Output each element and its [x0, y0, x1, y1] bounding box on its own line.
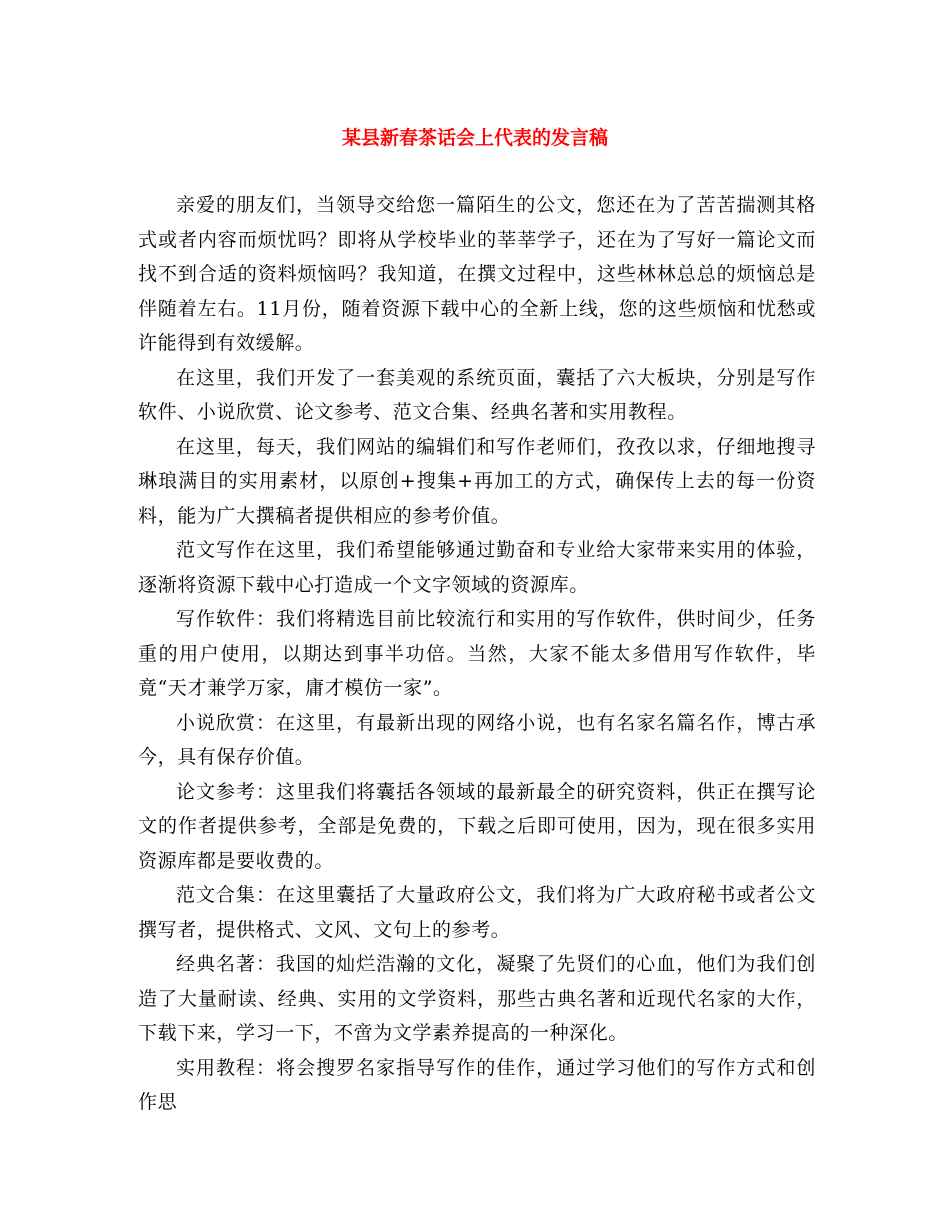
paragraph-papers: 论文参考：这里我们将囊括各领域的最新最全的研究资料，供正在撰写论文的作者提供参考，全部是免费的，下载之后即可使用，因为，现在很多实用资源库都是要收费的。	[138, 780, 816, 872]
paragraph-classics: 经典名著：我国的灿烂浩瀚的文化，凝聚了先贤们的心血，他们为我们创造了大量耐读、经典、实用的文学资料，那些古典名著和近现代名家的大作，下载下来，学习一下，不啻为文学素养提高的一种深化。	[138, 953, 816, 1044]
paragraph-sections: 在这里，我们开发了一套美观的系统页面，囊括了六大板块，分别是写作软件、小说欣赏、论文参考、范文合集、经典名著和实用教程。	[138, 366, 816, 423]
document-title: 某县新春茶话会上代表的发言稿	[341, 127, 608, 149]
paragraph-samples: 范文合集：在这里囊括了大量政府公文，我们将为广大政府秘书或者公文撰写者，提供格式、文风、文句上的参考。	[138, 884, 816, 941]
paragraph-writing-software: 写作软件：我们将精选目前比较流行和实用的写作软件，供时间少，任务重的用户使用，以期达到事半功倍。当然，大家不能太多借用写作软件，毕竟“天才兼学万家，庸才模仿一家”。	[138, 608, 816, 699]
document-body	[138, 188, 816, 1120]
paragraph-novels: 小说欣赏：在这里，有最新出现的网络小说，也有名家名篇名作，博古承今，具有保存价值。	[138, 711, 816, 768]
paragraph-tutorials: 实用教程：将会搜罗名家指导写作的佳作，通过学习他们的写作方式和创作思	[138, 1056, 816, 1113]
paragraph-intro: 亲爱的朋友们，当领导交给您一篇陌生的公文，您还在为了苦苦揣测其格式或者内容而烦忧吗？即将从学校毕业的莘莘学子，还在为了写好一篇论文而找不到合适的资料烦恼吗？我知道，在撰文过程中，这些林林总总的烦恼总是伴随着左右。11月份，随着资源下载中心的全新上线，您的这些烦恼和忧愁或许能得到有效缓解。	[138, 194, 816, 354]
paragraph-editors: 在这里，每天，我们网站的编辑们和写作老师们，孜孜以求，仔细地搜寻琳琅满目的实用素材，以原创+搜集+再加工的方式，确保传上去的每一份资料，能为广大撰稿者提供相应的参考价值。	[138, 435, 816, 527]
paragraph-goal: 范文写作在这里，我们希望能够通过勤奋和专业给大家带来实用的体验，逐渐将资源下载中心打造成一个文字领域的资源库。	[138, 539, 816, 596]
